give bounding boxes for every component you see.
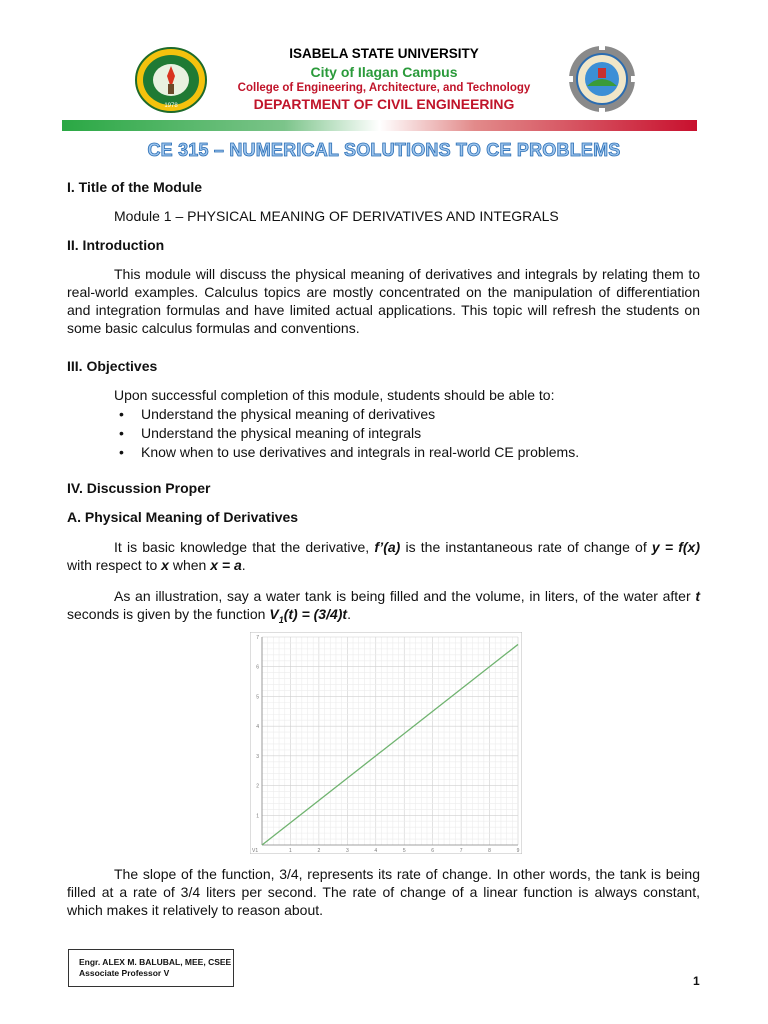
y-tick-label: 6 bbox=[256, 664, 259, 671]
objectives-intro: Upon successful completion of this module, students should be able to: bbox=[114, 387, 555, 403]
y-tick-label: 7 bbox=[256, 635, 259, 641]
objective-item: Understand the physical meaning of integrals bbox=[141, 425, 422, 441]
objective-item: Understand the physical meaning of derivatives bbox=[141, 406, 436, 422]
x-tick-label: 6 bbox=[431, 848, 435, 854]
x-tick-label: 4 bbox=[374, 848, 378, 854]
bullet-icon: • bbox=[119, 444, 124, 460]
author-box bbox=[68, 949, 234, 987]
y-tick-label: 1 bbox=[256, 813, 259, 820]
header-color-bar bbox=[62, 120, 697, 131]
course-title: CE 315 – NUMERICAL SOLUTIONS TO CE PROBLEMS bbox=[147, 140, 621, 160]
section-discussion-heading: IV. Discussion Proper bbox=[67, 480, 211, 496]
objective-item: Know when to use derivatives and integrals in real-world CE problems. bbox=[141, 444, 580, 460]
page-number: 1 bbox=[693, 974, 700, 988]
section-introduction-heading: II. Introduction bbox=[67, 237, 165, 253]
volume-time-chart bbox=[250, 632, 522, 854]
x-tick-label: 2 bbox=[317, 848, 321, 854]
section-objectives-heading: III. Objectives bbox=[67, 358, 158, 374]
college-name: College of Engineering, Architecture, and Technology bbox=[237, 82, 531, 94]
x-tick-label: 1 bbox=[289, 848, 292, 854]
svg-text:1978: 1978 bbox=[164, 103, 178, 109]
corner-label: V1 bbox=[252, 848, 259, 854]
subsection-derivatives-heading: A. Physical Meaning of Derivatives bbox=[67, 509, 299, 525]
y-tick-label: 4 bbox=[256, 724, 259, 731]
bullet-icon: • bbox=[119, 406, 124, 422]
campus-name: City of Ilagan Campus bbox=[310, 64, 458, 80]
slope-paragraph: The slope of the function, 3/4, represents its rate of change. In other words, the tank is being filled at a rate of 3/4 liters per second. The rate of change of a linear function is always constant, which makes it relatively to reason about. bbox=[67, 866, 700, 918]
module-title: Module 1 – PHYSICAL MEANING OF DERIVATIVES AND INTEGRALS bbox=[114, 208, 559, 224]
department-name: DEPARTMENT OF CIVIL ENGINEERING bbox=[253, 96, 515, 112]
water-tank-paragraph: As an illustration, say a water tank is being filled and the volume, in liters, of the water after t seconds is given by the function $V_1(t) = (3/4)t$. bbox=[67, 588, 700, 625]
x-tick-label: 7 bbox=[459, 848, 463, 854]
derivative-definition-paragraph: It is basic knowledge that the derivative, f’(a) is the instantaneous rate of change of y = f(x) with respect to x when x = a. bbox=[67, 539, 701, 573]
x-tick-label: 9 bbox=[516, 848, 520, 854]
y-tick-label: 2 bbox=[256, 783, 259, 790]
introduction-paragraph: This module will discuss the physical meaning of derivatives and integrals by relating them to real-world examples. Calculus topics are mostly concentrated on the manipulation of differentiation and integration formulas and have limited actual applications. This topic will refresh the students on some basic calculus formulas and conventions. bbox=[67, 266, 700, 336]
author-name: Engr. ALEX M. BALUBAL, MEE, CSEE bbox=[79, 957, 232, 967]
y-tick-label: 3 bbox=[256, 753, 259, 760]
y-tick-label: 5 bbox=[256, 694, 259, 701]
author-position: Associate Professor V bbox=[79, 968, 170, 978]
university-name: ISABELA STATE UNIVERSITY bbox=[289, 46, 479, 61]
section-title-heading: I. Title of the Module bbox=[67, 179, 203, 195]
chart-frame bbox=[250, 632, 522, 854]
x-tick-label: 5 bbox=[402, 848, 406, 854]
x-tick-label: 8 bbox=[488, 848, 491, 854]
x-tick-label: 3 bbox=[345, 848, 349, 854]
bullet-icon: • bbox=[119, 425, 124, 441]
